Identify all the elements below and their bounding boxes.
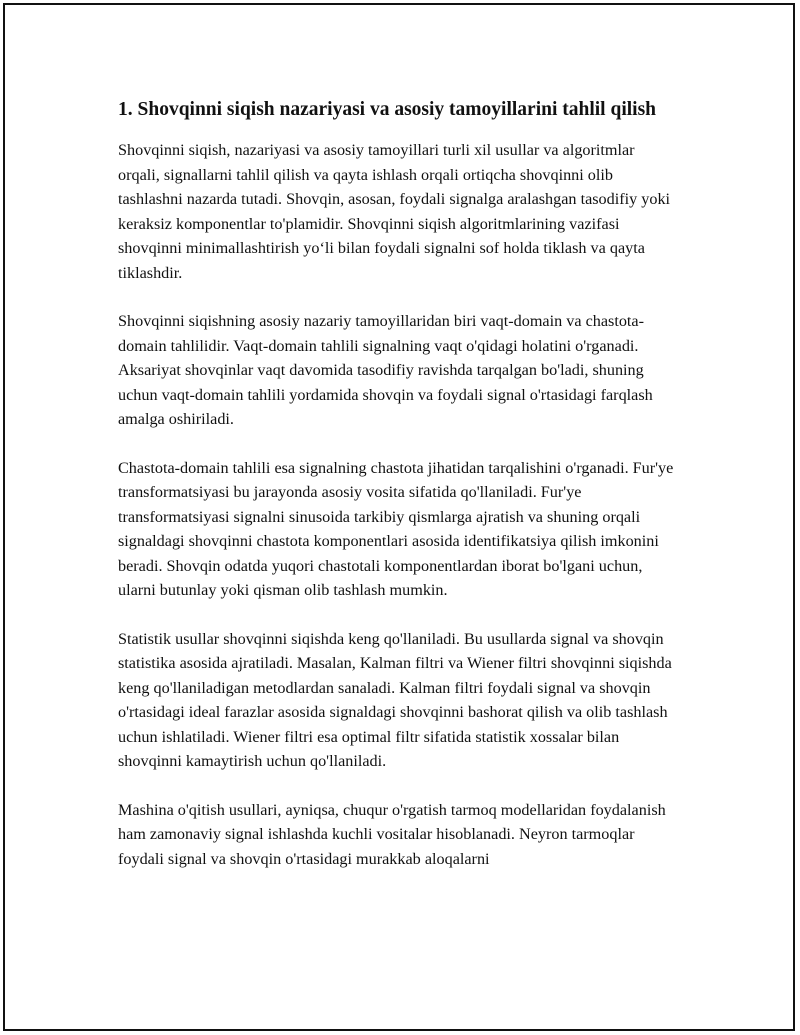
- section-heading: 1. Shovqinni siqish nazariyasi va asosiy tamoyillarini tahlil qilish: [118, 99, 657, 120]
- paragraph-machine-learning: Mashina o'qitish usullari, ayniqsa, chuqur o'rgatish tarmoq modellaridan foydalanish ham zamonaviy signal ishlashda kuchli vositalar hisoblanadi. Neyron tarmoqlar foydali signal va shovqin o'rtasidagi murakkab aloqalarni: [118, 800, 666, 868]
- document-body: [118, 95, 678, 895]
- paragraph-time-domain: Shovqinni siqishning asosiy nazariy tamoyillaridan biri vaqt-domain va chastota-domain tahlilidir. Vaqt-domain tahlili signalning vaqt o'qidagi holatini o'rganadi. Aksariyat shovqinlar vaqt davomida tasodifiy ravishda tarqalgan bo'ladi, shuning uchun vaqt-domain tahlili yordamida shovqin va foydali signal o'rtasidagi farqlash amalga oshiriladi.: [118, 312, 653, 428]
- paragraph-frequency-domain: Chastota-domain tahlili esa signalning chastota jihatidan tarqalishini o'rganadi. Fur'ye transformatsiyasi bu jarayonda asosiy vosita sifatida qo'llaniladi. Fur'ye transformatsiyasi signalni sinusoida tarkibiy qismlarga ajratish va shuning orqali signaldagi shovqinni chastota komponentlari asosida identifikatsiya qilish imkonini beradi. Shovqin odatda yuqori chastotali komponentlardan iborat bo'lgani uchun, ularni butunlay yoki qisman olib tashlash mumkin.: [118, 458, 674, 599]
- paragraph-statistical-methods: Statistik usullar shovqinni siqishda keng qo'llaniladi. Bu usullarda signal va shovqin statistika asosida ajratiladi. Masalan, Kalman filtri va Wiener filtri shovqinni siqishda keng qo'llaniladigan metodlardan sanaladi. Kalman filtri foydali signal va shovqin o'rtasidagi ideal farazlar asosida signaldagi shovqinni bashorat qilish va olib tashlash uchun ishlatiladi. Wiener filtri esa optimal filtr sifatida statistik xossalar bilan shovqinni kamaytirish uchun qo'llaniladi.: [118, 629, 672, 770]
- paragraph-noise-suppression-intro: Shovqinni siqish, nazariyasi va asosiy tamoyillari turli xil usullar va algoritmlar orqali, signallarni tahlil qilish va qayta ishlash orqali ortiqcha shovqinni olib tashlashni nazarda tutadi. Shovqin, asosan, foydali signalga aralashgan tasodifiy yoki keraksiz komponentlar to'plamidir. Shovqinni siqish algoritmlarining vazifasi shovqinni minimallashtirish yo‘li bilan foydali signalni sof holda tiklash va qayta tiklashdir.: [118, 141, 671, 282]
